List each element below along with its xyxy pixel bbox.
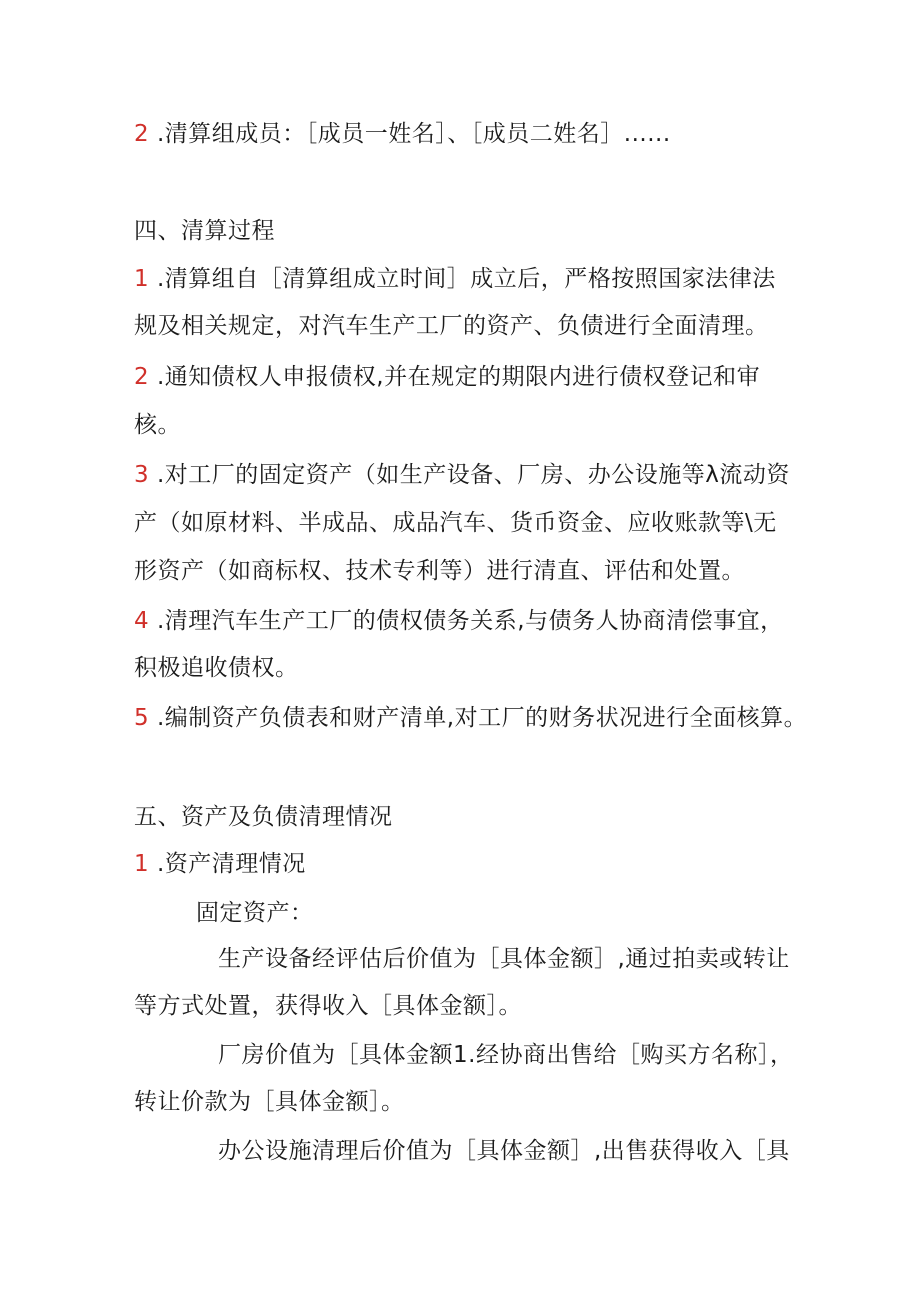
list-item-continuation: 核。 — [134, 412, 181, 438]
subsection-title — [134, 849, 306, 879]
section-heading: 四、清算过程 — [134, 218, 275, 244]
item-number: 1 — [134, 266, 150, 292]
list-item — [134, 460, 790, 490]
item-text: .对工厂的固定资产（如生产设备、厂房、办公设施等λ流动资 — [156, 462, 790, 488]
item-number: 5 — [134, 705, 150, 731]
item-number: 1 — [134, 851, 150, 877]
list-item-continuation: 规及相关规定，对汽车生产工厂的资产、负债进行全面清理。 — [134, 313, 769, 339]
item-text: .通知债权人申报债权,并在规定的期限内进行债权登记和审 — [156, 364, 761, 390]
paragraph-line: 厂房价值为［具体金额1.经协商出售给［购买方名称］， — [218, 1042, 794, 1068]
list-item-continuation: 积极追收债权。 — [134, 655, 299, 681]
item-text: .清算组成员：［成员一姓名］、［成员二姓名］...... — [156, 121, 671, 147]
item-text: .编制资产负债表和财产清单,对工厂的财务状况进行全面核算。 — [156, 705, 808, 731]
item-text: .清算组自［清算组成立时间］成立后，严格按照国家法律法 — [156, 266, 776, 292]
list-item — [134, 703, 807, 733]
list-item-continuation: 形资产（如商标权、技术专利等）进行清直、评估和处置。 — [134, 558, 745, 584]
paragraph-line: 生产设备经评估后价值为［具体金额］,通过拍卖或转让 — [218, 946, 790, 972]
fixed-assets-label: 固定资产： — [196, 900, 314, 926]
section-heading: 五、资产及负债清理情况 — [134, 804, 393, 830]
paragraph-line: 办公设施清理后价值为［具体金额］,出售获得收入［具 — [218, 1138, 790, 1164]
item-number: 3 — [134, 462, 150, 488]
item-number: 4 — [134, 608, 150, 634]
list-item — [134, 264, 776, 294]
paragraph-line: 转让价款为［具体金额］。 — [134, 1089, 405, 1115]
member-list-line — [134, 119, 671, 149]
paragraph-line: 等方式处置，获得收入［具体金额］。 — [134, 993, 522, 1019]
list-item — [134, 362, 760, 392]
list-item-continuation: 产（如原材料、半成品、成品汽车、货币资金、应收账款等\无 — [134, 510, 777, 536]
item-number: 2 — [134, 364, 150, 390]
item-number: 2 — [134, 121, 150, 147]
item-text: .资产清理情况 — [156, 851, 306, 877]
item-text: .清理汽车生产工厂的债权债务关系,与债务人协商清偿事宜， — [156, 608, 784, 634]
list-item — [134, 606, 784, 636]
